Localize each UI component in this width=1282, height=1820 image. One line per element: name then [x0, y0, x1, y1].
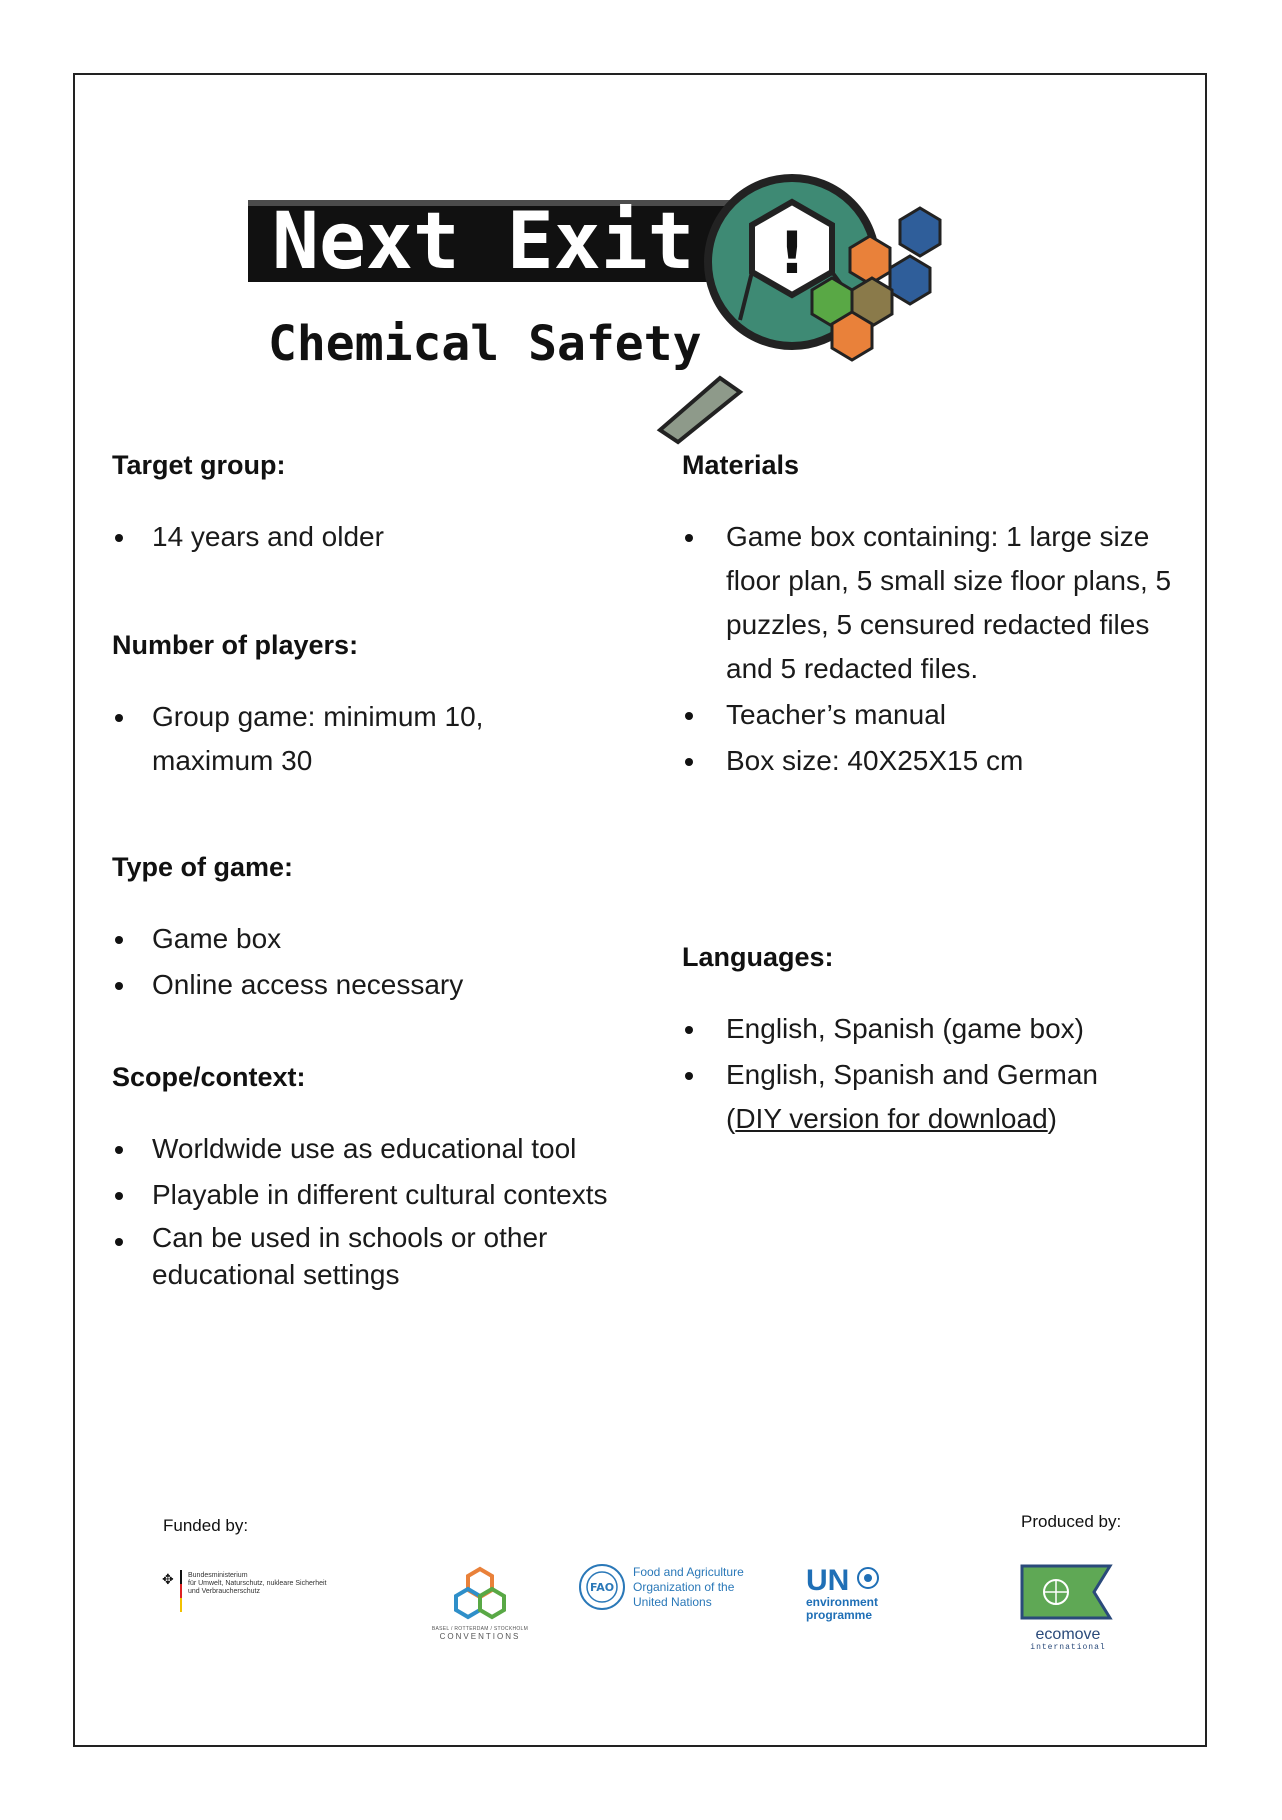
target-group-heading: Target group: [112, 450, 286, 480]
list-item-text: English, Spanish and German [726, 1059, 1098, 1090]
type-heading: Type of game: [112, 852, 294, 882]
next-exit-logo [220, 160, 1060, 450]
unep-text: environment programme [806, 1595, 879, 1622]
materials-list [682, 515, 1172, 783]
players-heading: Number of players: [112, 630, 359, 660]
players-section [112, 630, 672, 783]
fao-text: Food and Agriculture Organization of the United Nations [633, 1565, 744, 1609]
conventions-hexagons-icon [430, 1565, 530, 1621]
svg-text:✥: ✥ [162, 1572, 174, 1588]
list-item: Group game: minimum 10, maximum 30 [112, 695, 532, 783]
eagle-icon [160, 1570, 188, 1620]
unep-logo [806, 1566, 896, 1626]
type-section [112, 852, 672, 1007]
target-group-section [112, 450, 672, 559]
logo-title: Next Exit [272, 197, 695, 287]
languages-section [682, 942, 1182, 1141]
fao-emblem-icon [578, 1563, 626, 1611]
ministry-logo [160, 1570, 330, 1620]
ecomove-name: ecomove [1035, 1626, 1101, 1643]
materials-section [682, 450, 1182, 783]
svg-text:FAO: FAO [589, 1581, 615, 1594]
languages-heading: Languages: [682, 942, 834, 972]
ministry-text: Bundesministerium für Umwelt, Naturschutz, nukleare Sicherheit und Verbraucherschutz [188, 1572, 327, 1595]
materials-heading: Materials [682, 450, 800, 480]
list-item: Can be used in schools or other educational settings [112, 1219, 612, 1293]
ecomove-logo [1018, 1562, 1118, 1652]
list-item: Box size: 40X25X15 cm [682, 739, 1172, 783]
target-group-list [112, 515, 672, 559]
ecomove-sub: international [1030, 1643, 1106, 1652]
type-list [112, 917, 672, 1007]
fao-logo [578, 1563, 758, 1613]
scope-section [112, 1062, 672, 1293]
list-item: Game box containing: 1 large size floor plan, 5 small size floor plans, 5 puzzles, 5 censured redacted files and 5 redacted files. [682, 515, 1172, 691]
exclamation-icon: ! [778, 219, 806, 287]
magnifier-handle [660, 378, 740, 442]
list-item: Worldwide use as educational tool [112, 1127, 612, 1171]
scope-heading: Scope/context: [112, 1062, 306, 1092]
list-item: Game box [112, 917, 672, 961]
languages-list [682, 1007, 1172, 1141]
produced-by-label: Produced by: [1021, 1512, 1122, 1531]
list-item: English, Spanish (game box) [682, 1007, 1172, 1051]
list-item: Teacher’s manual [682, 693, 1172, 737]
funded-by-label: Funded by: [163, 1516, 249, 1535]
ecomove-flag-icon [1018, 1562, 1114, 1622]
diy-download-link[interactable]: DIY version for download [735, 1103, 1048, 1134]
logo-subtitle: Chemical Safety [268, 316, 702, 372]
list-item: Playable in different cultural contexts [112, 1173, 612, 1217]
un-emblem-icon [856, 1566, 880, 1590]
brs-conventions-logo: BASEL / ROTTERDAM / STOCKHOLM CONVENTIONS [430, 1565, 530, 1645]
scope-list [112, 1127, 612, 1293]
players-list [112, 695, 532, 783]
unep-un-text: UN [806, 1564, 850, 1597]
list-item: 14 years and older [112, 515, 672, 559]
list-item: Online access necessary [112, 963, 672, 1007]
list-item: English, Spanish and German (DIY version for download) [682, 1053, 1172, 1141]
